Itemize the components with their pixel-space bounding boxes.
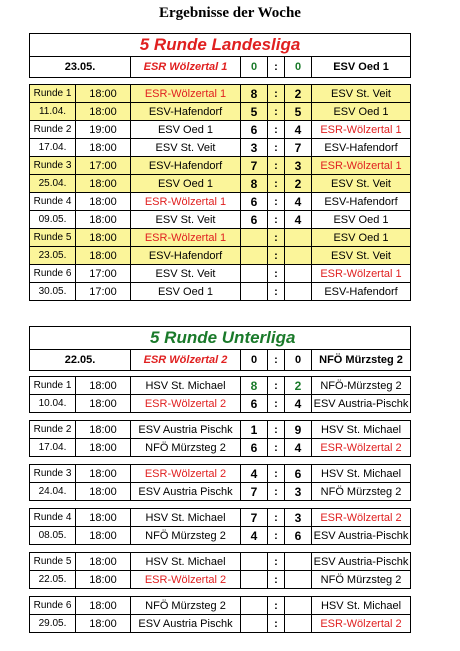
away-team: ESV Oed 1 (312, 229, 411, 247)
home-score: 4 (241, 465, 268, 483)
table-row (30, 157, 411, 175)
away-score: 4 (285, 211, 312, 229)
away-score: 5 (285, 103, 312, 121)
score-separator: : (268, 615, 285, 633)
match-time: 18:00 (76, 421, 131, 439)
match-time: 18:00 (76, 139, 131, 157)
unterliga-current-date: 22.05. (30, 350, 131, 371)
table-row (30, 615, 411, 633)
away-score: 3 (285, 483, 312, 501)
score-separator: : (268, 465, 285, 483)
score-separator: : (268, 193, 285, 211)
landesliga-current-home-score: 0 (241, 57, 268, 78)
unterliga-current-away: NFÖ Mürzsteg 2 (312, 350, 411, 371)
home-score (241, 571, 268, 589)
table-row (30, 553, 411, 571)
score-separator: : (268, 157, 285, 175)
away-score (285, 229, 312, 247)
round-label: Runde 3 (30, 465, 76, 483)
home-score: 6 (241, 121, 268, 139)
home-score: 4 (241, 527, 268, 545)
round-label: 17.04. (30, 139, 76, 157)
score-separator: : (268, 377, 285, 395)
round-label: Runde 4 (30, 193, 76, 211)
away-team: HSV St. Michael (312, 465, 411, 483)
home-score: 3 (241, 139, 268, 157)
match-time: 18:00 (76, 175, 131, 193)
home-score: 6 (241, 211, 268, 229)
away-score: 2 (285, 85, 312, 103)
landesliga-results-table (29, 84, 411, 301)
match-time: 17:00 (76, 157, 131, 175)
round-label: Runde 2 (30, 421, 76, 439)
match-time: 17:00 (76, 265, 131, 283)
away-team: ESR-Wölzertal 2 (312, 615, 411, 633)
score-separator: : (268, 395, 285, 413)
match-time: 18:00 (76, 247, 131, 265)
table-row (30, 283, 411, 301)
score-separator: : (268, 527, 285, 545)
home-score: 8 (241, 85, 268, 103)
score-separator: : (268, 265, 285, 283)
unterliga-round-block (29, 552, 411, 589)
home-score: 6 (241, 439, 268, 457)
round-label: Runde 6 (30, 265, 76, 283)
match-time: 17:00 (76, 283, 131, 301)
round-label: Runde 6 (30, 597, 76, 615)
home-team: HSV St. Michael (131, 377, 241, 395)
match-time: 18:00 (76, 439, 131, 457)
home-score (241, 229, 268, 247)
home-score: 5 (241, 103, 268, 121)
score-separator: : (268, 85, 285, 103)
home-score: 8 (241, 175, 268, 193)
away-team: HSV St. Michael (312, 421, 411, 439)
away-score (285, 571, 312, 589)
match-time: 18:00 (76, 85, 131, 103)
away-team: ESV St. Veit (312, 175, 411, 193)
home-score (241, 247, 268, 265)
round-label: Runde 4 (30, 509, 76, 527)
round-label: 23.05. (30, 247, 76, 265)
match-time: 18:00 (76, 527, 131, 545)
away-team: ESV-Hafendorf (312, 193, 411, 211)
score-separator: : (268, 553, 285, 571)
landesliga-current-sep: : (268, 57, 285, 78)
unterliga-current-home: ESR Wölzertal 2 (131, 350, 241, 371)
home-score: 6 (241, 193, 268, 211)
away-score: 4 (285, 395, 312, 413)
round-label: 24.04. (30, 483, 76, 501)
home-team: ESR-Wölzertal 1 (131, 193, 241, 211)
round-label: 22.05. (30, 571, 76, 589)
home-team: NFÖ Mürzsteg 2 (131, 527, 241, 545)
away-score: 9 (285, 421, 312, 439)
landesliga-current-date: 23.05. (30, 57, 131, 78)
home-score: 7 (241, 157, 268, 175)
table-row (30, 121, 411, 139)
home-team: NFÖ Mürzsteg 2 (131, 597, 241, 615)
home-score: 1 (241, 421, 268, 439)
away-score: 6 (285, 527, 312, 545)
table-row (30, 193, 411, 211)
score-separator: : (268, 247, 285, 265)
away-score: 3 (285, 509, 312, 527)
away-team: ESV-Hafendorf (312, 139, 411, 157)
away-score: 2 (285, 175, 312, 193)
away-score (285, 597, 312, 615)
home-score: 7 (241, 509, 268, 527)
away-team: ESV-Hafendorf (312, 283, 411, 301)
unterliga-round-title: 5 Runde Unterliga (30, 327, 411, 350)
match-time: 18:00 (76, 465, 131, 483)
home-team: ESR-Wölzertal 1 (131, 229, 241, 247)
away-team: NFÖ Mürzsteg 2 (312, 483, 411, 501)
score-separator: : (268, 211, 285, 229)
unterliga-round-block (29, 464, 411, 501)
table-row (30, 377, 411, 395)
match-time: 18:00 (76, 103, 131, 121)
match-time: 18:00 (76, 553, 131, 571)
score-separator: : (268, 103, 285, 121)
home-team: ESV St. Veit (131, 211, 241, 229)
round-label: 09.05. (30, 211, 76, 229)
away-team: ESR-Wölzertal 1 (312, 121, 411, 139)
table-row (30, 247, 411, 265)
away-team: NFÖ-Mürzsteg 2 (312, 377, 411, 395)
round-label: Runde 5 (30, 553, 76, 571)
round-label: 29.05. (30, 615, 76, 633)
away-score: 4 (285, 193, 312, 211)
home-team: ESV-Hafendorf (131, 103, 241, 121)
away-score: 6 (285, 465, 312, 483)
away-team: ESV Oed 1 (312, 103, 411, 121)
away-score (285, 615, 312, 633)
away-score (285, 265, 312, 283)
match-time: 18:00 (76, 571, 131, 589)
match-time: 18:00 (76, 211, 131, 229)
score-separator: : (268, 139, 285, 157)
score-separator: : (268, 121, 285, 139)
home-score (241, 597, 268, 615)
table-row (30, 597, 411, 615)
round-label: Runde 1 (30, 85, 76, 103)
home-team: ESR-Wölzertal 2 (131, 571, 241, 589)
score-separator: : (268, 509, 285, 527)
home-score: 6 (241, 395, 268, 413)
table-row (30, 175, 411, 193)
table-row (30, 395, 411, 413)
away-score: 4 (285, 439, 312, 457)
away-score: 4 (285, 121, 312, 139)
table-row (30, 571, 411, 589)
unterliga-current-home-score: 0 (241, 350, 268, 371)
round-label: 11.04. (30, 103, 76, 121)
score-separator: : (268, 483, 285, 501)
table-row (30, 229, 411, 247)
home-team: ESR-Wölzertal 2 (131, 395, 241, 413)
unterliga-round-block (29, 376, 411, 413)
match-time: 18:00 (76, 395, 131, 413)
home-team: ESV-Hafendorf (131, 157, 241, 175)
home-team: HSV St. Michael (131, 509, 241, 527)
landesliga-round-title: 5 Runde Landesliga (30, 34, 411, 57)
landesliga-current-home: ESR Wölzertal 1 (131, 57, 241, 78)
table-row (30, 85, 411, 103)
home-score (241, 615, 268, 633)
round-label: 17.04. (30, 439, 76, 457)
away-team: ESV St. Veit (312, 247, 411, 265)
home-score (241, 553, 268, 571)
round-label: Runde 3 (30, 157, 76, 175)
score-separator: : (268, 421, 285, 439)
table-row (30, 211, 411, 229)
score-separator: : (268, 439, 285, 457)
table-row (30, 527, 411, 545)
home-score (241, 283, 268, 301)
table-row (30, 509, 411, 527)
table-row (30, 103, 411, 121)
away-score (285, 283, 312, 301)
match-time: 18:00 (76, 193, 131, 211)
round-label: 30.05. (30, 283, 76, 301)
home-team: NFÖ Mürzsteg 2 (131, 439, 241, 457)
round-label: Runde 1 (30, 377, 76, 395)
home-team: ESV Austria Pischk (131, 615, 241, 633)
away-team: ESV Austria-Pischk (312, 527, 411, 545)
home-team: ESR-Wölzertal 2 (131, 465, 241, 483)
unterliga-round-block (29, 420, 411, 457)
landesliga-current-away-score: 0 (285, 57, 312, 78)
table-row (30, 465, 411, 483)
unterliga-round-block (29, 508, 411, 545)
away-team: ESV Austria-Pischk (312, 553, 411, 571)
page-title: Ergebnisse der Woche (159, 5, 301, 21)
match-time: 19:00 (76, 121, 131, 139)
home-team: ESV St. Veit (131, 139, 241, 157)
away-score: 2 (285, 377, 312, 395)
home-team: ESV Austria Pischk (131, 421, 241, 439)
home-team: ESV Oed 1 (131, 121, 241, 139)
away-team: ESR-Wölzertal 2 (312, 439, 411, 457)
away-team: ESV Austria-Pischk (312, 395, 411, 413)
home-score: 7 (241, 483, 268, 501)
away-team: ESR-Wölzertal 1 (312, 265, 411, 283)
unterliga-current-sep: : (268, 350, 285, 371)
away-team: HSV St. Michael (312, 597, 411, 615)
score-separator: : (268, 597, 285, 615)
match-time: 18:00 (76, 377, 131, 395)
table-row (30, 265, 411, 283)
away-team: ESV St. Veit (312, 85, 411, 103)
home-score (241, 265, 268, 283)
home-team: HSV St. Michael (131, 553, 241, 571)
home-team: ESV Oed 1 (131, 283, 241, 301)
score-separator: : (268, 571, 285, 589)
home-team: ESV Oed 1 (131, 175, 241, 193)
landesliga-header (29, 33, 411, 78)
away-score (285, 247, 312, 265)
home-team: ESV-Hafendorf (131, 247, 241, 265)
away-team: ESR-Wölzertal 1 (312, 157, 411, 175)
away-score: 3 (285, 157, 312, 175)
table-row (30, 421, 411, 439)
away-score: 7 (285, 139, 312, 157)
match-time: 18:00 (76, 483, 131, 501)
round-label: 08.05. (30, 527, 76, 545)
away-score (285, 553, 312, 571)
score-separator: : (268, 175, 285, 193)
round-label: Runde 2 (30, 121, 76, 139)
match-time: 18:00 (76, 597, 131, 615)
unterliga-round-block (29, 596, 411, 633)
score-separator: : (268, 229, 285, 247)
round-label: 25.04. (30, 175, 76, 193)
table-row (30, 439, 411, 457)
table-row (30, 139, 411, 157)
away-team: ESR-Wölzertal 2 (312, 509, 411, 527)
home-team: ESV Austria Pischk (131, 483, 241, 501)
unterliga-current-away-score: 0 (285, 350, 312, 371)
away-team: ESV Oed 1 (312, 211, 411, 229)
match-time: 18:00 (76, 615, 131, 633)
match-time: 18:00 (76, 509, 131, 527)
away-team: NFÖ Mürzsteg 2 (312, 571, 411, 589)
unterliga-header (29, 326, 411, 371)
landesliga-current-away: ESV Oed 1 (312, 57, 411, 78)
round-label: 10.04. (30, 395, 76, 413)
home-team: ESR-Wölzertal 1 (131, 85, 241, 103)
match-time: 18:00 (76, 229, 131, 247)
home-score: 8 (241, 377, 268, 395)
score-separator: : (268, 283, 285, 301)
table-row (30, 483, 411, 501)
home-team: ESV St. Veit (131, 265, 241, 283)
round-label: Runde 5 (30, 229, 76, 247)
